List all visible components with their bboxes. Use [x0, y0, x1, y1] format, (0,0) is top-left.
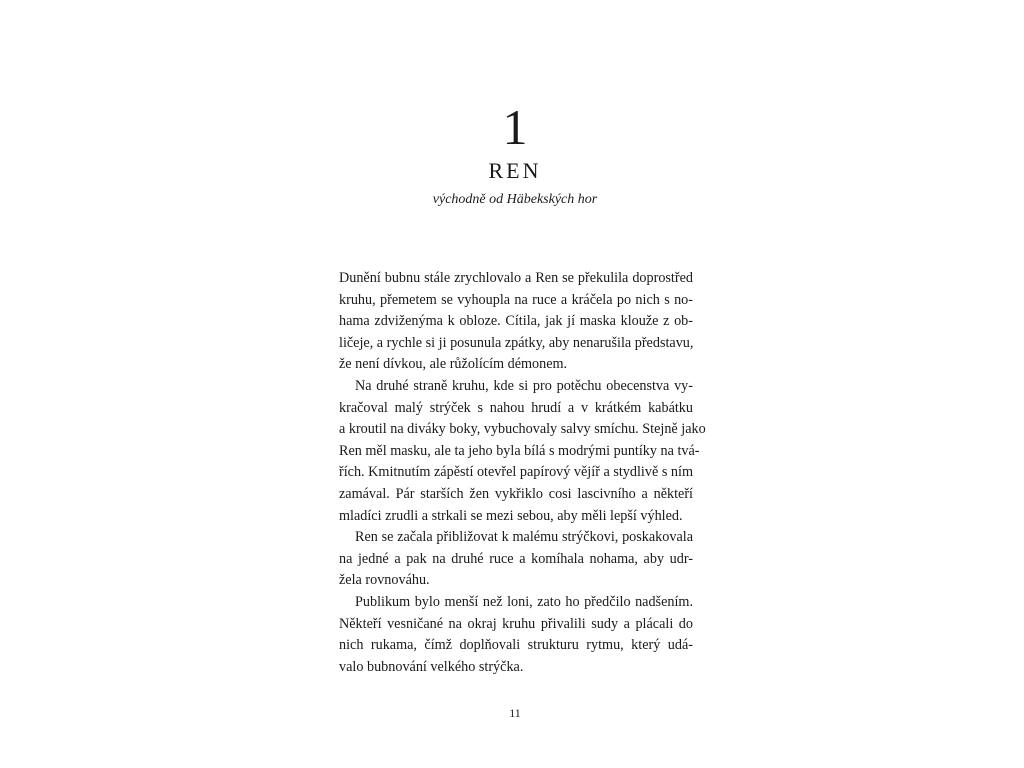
text-line: Ren měl masku, ale ta jeho byla bílá s modrými puntíky na tvá-: [339, 442, 700, 459]
chapter-subtitle: východně od Häbekských hor: [432, 192, 598, 207]
paragraph: [339, 592, 693, 678]
paragraph: [339, 268, 693, 376]
chapter-number: 1: [502, 99, 528, 155]
page-number: 11: [509, 706, 521, 720]
paragraph: [339, 527, 693, 592]
text-line: Někteří vesničané na okraj kruhu přivalili sudy a plácali do: [339, 615, 693, 632]
text-line: kračoval malý strýček s nahou hrudí a v krátkém kabátku: [339, 399, 693, 416]
text-line: řích. Kmitnutím zápěstí otevřel papírový vějíř a stydlivě s ním: [339, 464, 693, 481]
text-line: mladíci zrudli a strkali se mezi sebou, aby měli lepší výhled.: [339, 507, 683, 524]
text-line: zamával. Pár starších žen vykřiklo cosi lascivního a někteří: [339, 485, 693, 502]
text-line: a kroutil na diváky boky, vybuchovaly salvy smíchu. Stejně jako: [339, 421, 706, 438]
text-line: Publikum bylo menší než loni, zato ho předčilo nadšením.: [355, 593, 693, 610]
text-line: hama zdviženýma k obloze. Cítila, jak jí maska klouže z ob-: [339, 313, 693, 330]
text-line: Na druhé straně kruhu, kde si pro potěchu obecenstva vy-: [355, 377, 693, 394]
text-line: na jedné a pak na druhé ruce a komíhala nohama, aby udr-: [339, 550, 693, 567]
text-line: Dunění bubnu stále zrychlovalo a Ren se překulila doprostřed: [339, 270, 693, 286]
text-line: nich rukama, čímž doplňovali strukturu rytmu, který udá-: [339, 637, 693, 654]
text-line: žela rovnováhu.: [339, 572, 430, 589]
chapter-title: REN: [488, 158, 542, 183]
text-line: ličeje, a rychle si ji posunula zpátky, aby nenarušila představu,: [339, 334, 694, 351]
text-line: valo bubnování velkého strýčka.: [339, 658, 524, 675]
text-line: Ren se začala přibližovat k malému strýčkovi, poskakovala: [355, 529, 693, 546]
body-text: [339, 268, 706, 678]
paragraph: [339, 376, 706, 527]
text-line: kruhu, přemetem se vyhoupla na ruce a kráčela po nich s no-: [339, 291, 693, 308]
text-line: že není dívkou, ale růžolícím démonem.: [339, 356, 568, 373]
